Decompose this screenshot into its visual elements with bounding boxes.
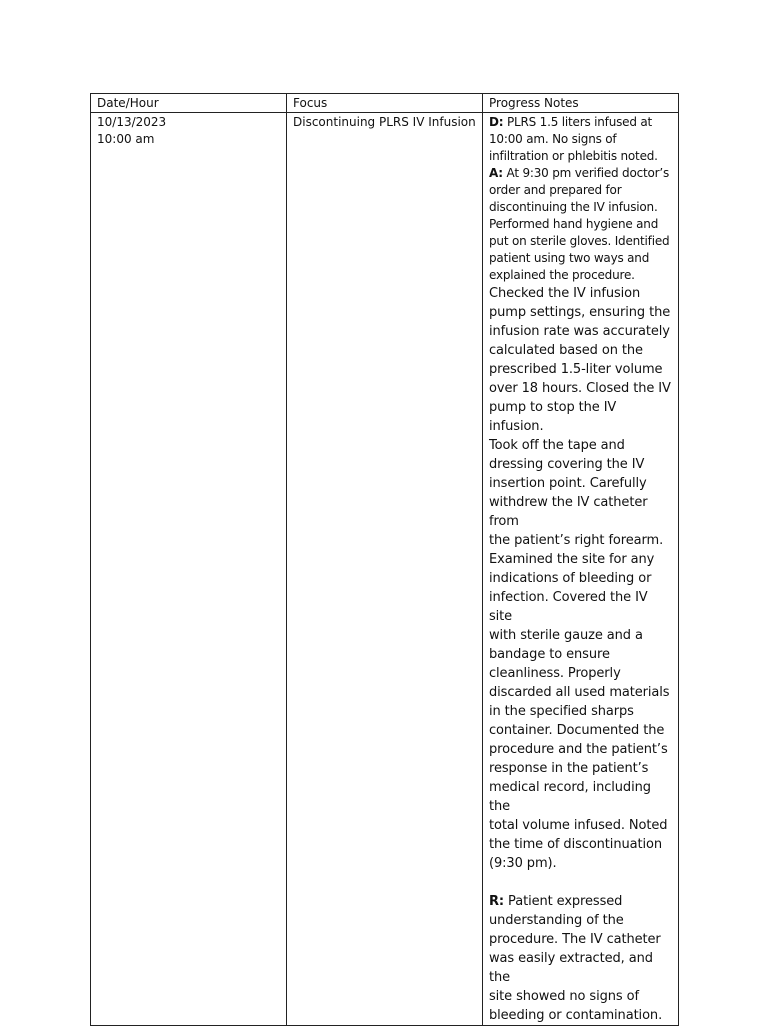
focus-cell [287, 113, 483, 1026]
note-line: calculated based on the [489, 343, 643, 358]
header-date-hour: Date/Hour [91, 94, 287, 113]
note-line: insertion point. Carefully [489, 476, 647, 491]
r-label: R: [489, 894, 505, 909]
note-line: in the specified sharps [489, 704, 634, 719]
note-line: Checked the IV infusion [489, 286, 641, 301]
note-line: the patient’s right forearm. [489, 533, 664, 548]
data-section [489, 114, 672, 165]
note-line: Performed hand hygiene and [489, 217, 659, 231]
note-line: response in the patient’s [489, 761, 649, 776]
note-line: (9:30 pm). [489, 856, 557, 871]
note-line: patient using two ways and [489, 251, 650, 265]
note-line: infusion rate was accurately [489, 324, 670, 339]
note-line: with sterile gauze and a [489, 628, 643, 643]
note-line: dressing covering the IV [489, 457, 645, 472]
note-line: R: Patient expressed [489, 894, 623, 909]
note-line: 10:00 am. No signs of [489, 132, 617, 146]
note-line: discarded all used materials [489, 685, 670, 700]
note-line: withdrew the IV catheter from [489, 495, 648, 529]
blank-line [489, 873, 672, 892]
note-line: indications of bleeding or [489, 571, 652, 586]
note-line: infection. Covered the IV site [489, 590, 648, 624]
note-line: Took off the tape and [489, 438, 625, 453]
note-line: total volume infused. Noted [489, 818, 668, 833]
note-line: medical record, including the [489, 780, 651, 814]
note-line: A: At 9:30 pm verified doctor’s [489, 166, 670, 180]
a-label: A: [489, 166, 503, 180]
d-label: D: [489, 115, 504, 129]
table-row [91, 113, 679, 1026]
note-line: pump settings, ensuring the [489, 305, 671, 320]
note-line: put on sterile gloves. Identified [489, 234, 670, 248]
note-line: explained the procedure. [489, 268, 635, 282]
note-line: bleeding or contamination. [489, 1008, 663, 1023]
note-line: the time of discontinuation [489, 837, 662, 852]
header-row [91, 94, 679, 113]
entry-hour: 10:00 am [97, 132, 155, 146]
note-line: understanding of the [489, 913, 624, 928]
progress-notes-table [90, 93, 679, 1026]
note-line: was easily extracted, and the [489, 951, 653, 985]
progress-notes-cell [483, 113, 679, 1026]
note-line: site showed no signs of [489, 989, 639, 1004]
action-section-part2 [489, 284, 672, 892]
header-progress-notes: Progress Notes [483, 94, 679, 113]
note-line: discontinuing the IV infusion. [489, 200, 658, 214]
note-line: cleanliness. Properly [489, 666, 621, 681]
note-line: pump to stop the IV infusion. [489, 400, 617, 434]
note-line: D: PLRS 1.5 liters infused at [489, 115, 653, 129]
note-line: over 18 hours. Closed the IV [489, 381, 671, 396]
header-focus: Focus [287, 94, 483, 113]
note-line: procedure and the patient’s [489, 742, 668, 757]
date-hour-cell [91, 113, 287, 1026]
response-section [489, 892, 672, 1025]
entry-date: 10/13/2023 [97, 115, 167, 129]
note-line: prescribed 1.5-liter volume [489, 362, 663, 377]
note-line: order and prepared for [489, 183, 622, 197]
note-line: procedure. The IV catheter [489, 932, 661, 947]
note-line: Examined the site for any [489, 552, 655, 567]
action-section-part1 [489, 165, 672, 284]
note-line: container. Documented the [489, 723, 665, 738]
note-line: infiltration or phlebitis noted. [489, 149, 658, 163]
note-line: bandage to ensure [489, 647, 610, 662]
focus-text: Discontinuing PLRS IV Infusion [293, 115, 476, 129]
